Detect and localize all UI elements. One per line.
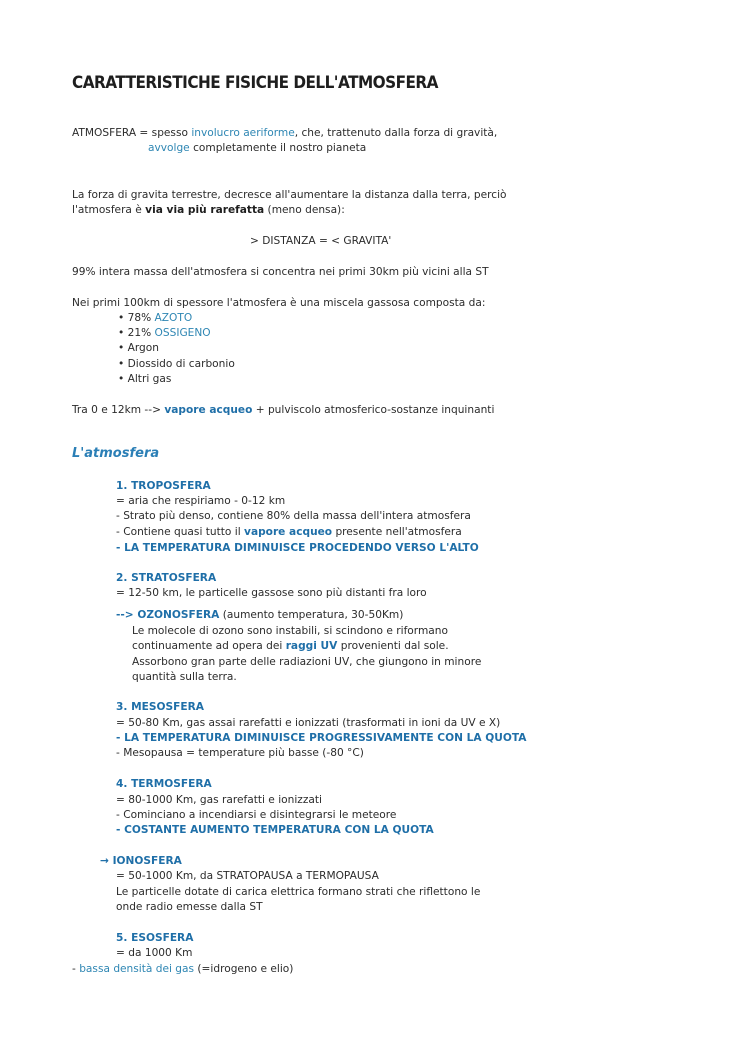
list-item: • Altri gas xyxy=(118,373,172,385)
ozono-line-2: continuamente ad opera dei raggi UV provenienti dal sole. xyxy=(132,640,449,652)
strato-line-1: = 12-50 km, le particelle gassose sono più distanti fra loro xyxy=(116,587,427,599)
tropo-line-4: - LA TEMPERATURA DIMINUISCE PROCEDENDO VERSO L'ALTO xyxy=(116,542,479,554)
termo-line-3: - COSTANTE AUMENTO TEMPERATURA CON LA QUOTA xyxy=(116,824,434,836)
list-item: • Diossido di carbonio xyxy=(118,358,235,370)
meso-line-2: - LA TEMPERATURA DIMINUISCE PROGRESSIVAMENTE CON LA QUOTA xyxy=(116,732,527,744)
eso-line-2: - bassa densità dei gas (=idrogeno e elio) xyxy=(72,963,294,975)
highlight-involucro: involucro aeriforme xyxy=(191,127,295,139)
page-title: CARATTERISTICHE FISICHE DELL'ATMOSFERA xyxy=(72,73,438,93)
mass-line: 99% intera massa dell'atmosfera si concentra nei primi 30km più vicini alla ST xyxy=(72,266,489,278)
meso-line-3: - Mesopausa = temperature più basse (-80 °C) xyxy=(116,747,364,759)
layer-title-troposfera: 1. TROPOSFERA xyxy=(116,480,211,492)
layer-title-stratosfera: 2. STRATOSFERA xyxy=(116,572,217,584)
list-item: • 78% AZOTO xyxy=(118,312,193,324)
list-item: • Argon xyxy=(118,342,159,354)
section-title: L'atmosfera xyxy=(72,446,160,461)
eso-line-1: = da 1000 Km xyxy=(116,947,193,959)
layer-title-mesosfera: 3. MESOSFERA xyxy=(116,701,204,713)
tropo-line-2: - Strato più denso, contiene 80% della massa dell'intera atmosfera xyxy=(116,510,471,522)
definition-line-1: ATMOSFERA = spesso involucro aeriforme, che, trattenuto dalla forza di gravità, xyxy=(72,127,498,139)
iono-line-1: = 50-1000 Km, da STRATOPAUSA a TERMOPAUSA xyxy=(116,870,379,882)
termo-line-2: - Cominciano a incendiarsi e disintegrarsi le meteore xyxy=(116,809,397,821)
vapor-line: Tra 0 e 12km --> vapore acqueo + pulviscolo atmosferico-sostanze inquinanti xyxy=(72,404,495,416)
gravity-line-1: La forza di gravita terrestre, decresce all'aumentare la distanza dalla terra, perciò xyxy=(72,189,507,201)
tropo-line-1: = aria che respiriamo - 0-12 km xyxy=(116,495,286,507)
list-item: • 21% OSSIGENO xyxy=(118,327,211,339)
tropo-line-3: - Contiene quasi tutto il vapore acqueo presente nell'atmosfera xyxy=(116,526,462,538)
gravity-line-2: l'atmosfera è via via più rarefatta (meno densa): xyxy=(72,204,345,216)
termo-line-1: = 80-1000 Km, gas rarefatti e ionizzati xyxy=(116,794,322,806)
ozono-line-3: Assorbono gran parte delle radiazioni UV, che giungono in minore xyxy=(132,656,482,668)
highlight-avvolge: avvolge xyxy=(148,142,190,154)
ozonosfera-line: --> OZONOSFERA (aumento temperatura, 30-50Km) xyxy=(116,609,404,621)
definition-line-2: avvolge completamente il nostro pianeta xyxy=(148,142,367,154)
iono-line-2: Le particelle dotate di carica elettrica formano strati che riflettono le xyxy=(116,886,481,898)
composition-intro: Nei primi 100km di spessore l'atmosfera è una miscela gassosa composta da: xyxy=(72,297,486,309)
ozono-line-4: quantità sulla terra. xyxy=(132,671,237,683)
meso-line-1: = 50-80 Km, gas assai rarefatti e ionizzati (trasformati in ioni da UV e X) xyxy=(116,717,501,729)
ozono-line-1: Le molecole di ozono sono instabili, si scindono e riformano xyxy=(132,625,448,637)
layer-title-esosfera: 5. ESOSFERA xyxy=(116,932,194,944)
iono-line-3: onde radio emesse dalla ST xyxy=(116,901,263,913)
layer-title-ionosfera: → IONOSFERA xyxy=(100,855,182,867)
layer-title-termosfera: 4. TERMOSFERA xyxy=(116,778,212,790)
gravity-formula: > DISTANZA = < GRAVITA' xyxy=(250,235,392,247)
